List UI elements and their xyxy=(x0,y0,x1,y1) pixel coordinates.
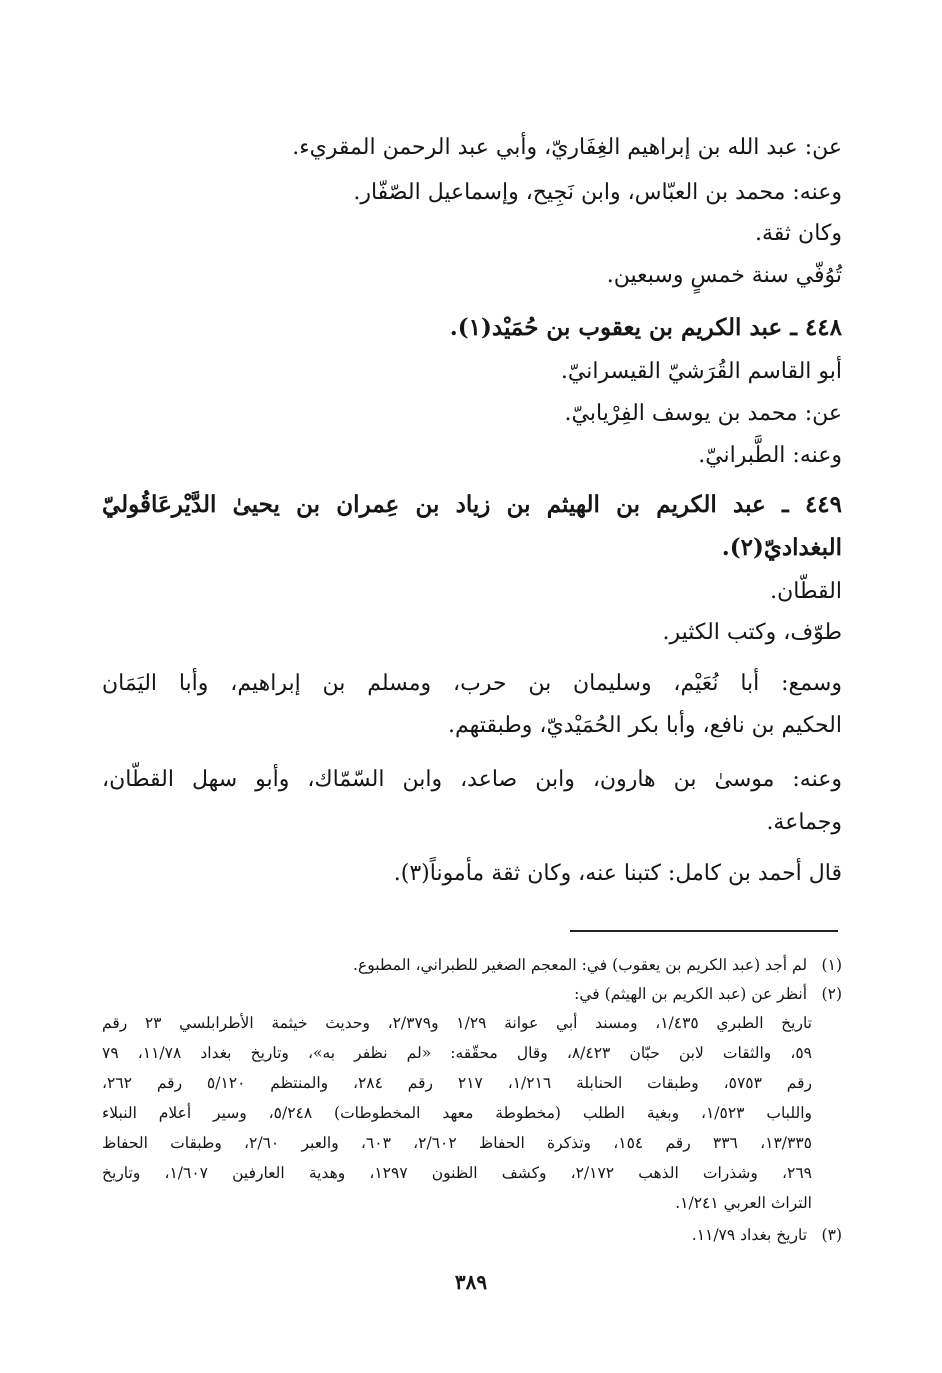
body-line-13: وسمع: أبا نُعَيْم، وسليمان بن حرب، ومسلم بن إبراهيم، وأبا اليَمَان xyxy=(102,671,842,696)
body-line-11: القطّان. xyxy=(770,579,842,604)
body-line-2: وعنه: محمد بن العبّاس، وابن نَجِيح، وإسماعيل الصّفّار. xyxy=(353,180,842,205)
body-line-15: وعنه: موسىٰ بن هارون، وابن صاعد، وابن السّمّاك، وأبو سهل القطّان، xyxy=(102,767,842,792)
body-line-14: الحكيم بن نافع، وأبا بكر الحُمَيْديّ، وطبقتهم. xyxy=(448,713,842,738)
footnote-1 xyxy=(353,950,842,980)
body-line-8: وعنه: الطَّبرانيّ. xyxy=(698,443,842,468)
footnote-3 xyxy=(692,1220,842,1250)
entry-448-heading: ٤٤٨ ـ عبد الكريم بن يعقوب بن حُمَيْد(١). xyxy=(449,314,842,341)
footnote-2-line-7: ٢٦٩، وشذرات الذهب ٢/١٧٢، وكشف الظنون ١٢٩٧، وهدية العارفين ١/٦٠٧، وتاريخ xyxy=(102,1164,812,1182)
entry-449-heading-cont: البغداديّ(٢). xyxy=(721,534,842,561)
body-line-12: طوّف، وكتب الكثير. xyxy=(662,620,842,645)
body-line-3: وكان ثقة. xyxy=(755,221,842,246)
footnote-2-line-4: رقم ٥٧٥٣، وطبقات الحنابلة ١/٢١٦، ٢١٧ رقم ٢٨٤، والمنتظم ٥/١٢٠ رقم ٢٦٢، xyxy=(102,1074,812,1092)
page-number: ٣٨٩ xyxy=(454,1270,488,1294)
body-line-7: عن: محمد بن يوسف الفِرْيابيّ. xyxy=(564,401,842,426)
entry-449-heading: ٤٤٩ ـ عبد الكريم بن الهيثم بن زياد بن عِمران بن يحيىٰ الدَّيْرعَاقُوليّ xyxy=(102,491,842,518)
footnote-2-line-5: واللباب ١/٥٢٣، وبغية الطلب (مخطوطة معهد المخطوطات) ٥/٢٤٨، وسير أعلام النبلاء xyxy=(102,1104,812,1122)
footnote-1-number: (١) xyxy=(821,956,842,974)
footnote-2-line-3: ٥٩، والثقات لابن حبّان ٨/٤٢٣، وقال محقّقه: «لم نظفر به»، وتاريخ بغداد ١١/٧٨، ٧٩ xyxy=(102,1044,812,1062)
footnote-2-number: (٢) xyxy=(821,985,842,1003)
footnote-3-number: (٣) xyxy=(821,1226,842,1244)
footnote-2-line-6: ١٣/٣٣٥، ٣٣٦ رقم ١٥٤، وتذكرة الحفاظ ٢/٦٠٢، ٦٠٣، والعبر ٢/٦٠، وطبقات الحفاظ xyxy=(102,1134,812,1152)
body-line-1: عن: عبد الله بن إبراهيم الغِفَاريّ، وأبي عبد الرحمن المقريء. xyxy=(292,135,842,160)
body-line-6: أبو القاسم القُرَشيّ القيسرانيّ. xyxy=(560,359,842,384)
footnote-3-text: تاريخ بغداد ١١/٧٩. xyxy=(691,1226,808,1244)
footnote-1-text: لم أجد (عبد الكريم بن يعقوب) في: المعجم الصغير للطبراني، المطبوع. xyxy=(353,956,808,974)
footnote-separator xyxy=(570,930,838,932)
footnote-2-line-2: تاريخ الطبري ١/٤٣٥، ومسند أبي عوانة ١/٢٩ و٢/٣٧٩، وحديث خيثمة الأطرابلسي ٢٣ رقم xyxy=(102,1014,812,1032)
body-line-4: تُوُفّي سنة خمسٍ وسبعين. xyxy=(606,263,842,288)
footnote-2-line-8: التراث العربي ١/٢٤١. xyxy=(675,1194,812,1212)
footnote-2-line-1: أنظر عن (عبد الكريم بن الهيثم) في: xyxy=(574,985,808,1003)
footnote-2 xyxy=(574,979,842,1009)
body-line-16: وجماعة. xyxy=(766,810,842,835)
body-line-17: قال أحمد بن كامل: كتبنا عنه، وكان ثقة مأموناً(٣). xyxy=(393,861,842,886)
